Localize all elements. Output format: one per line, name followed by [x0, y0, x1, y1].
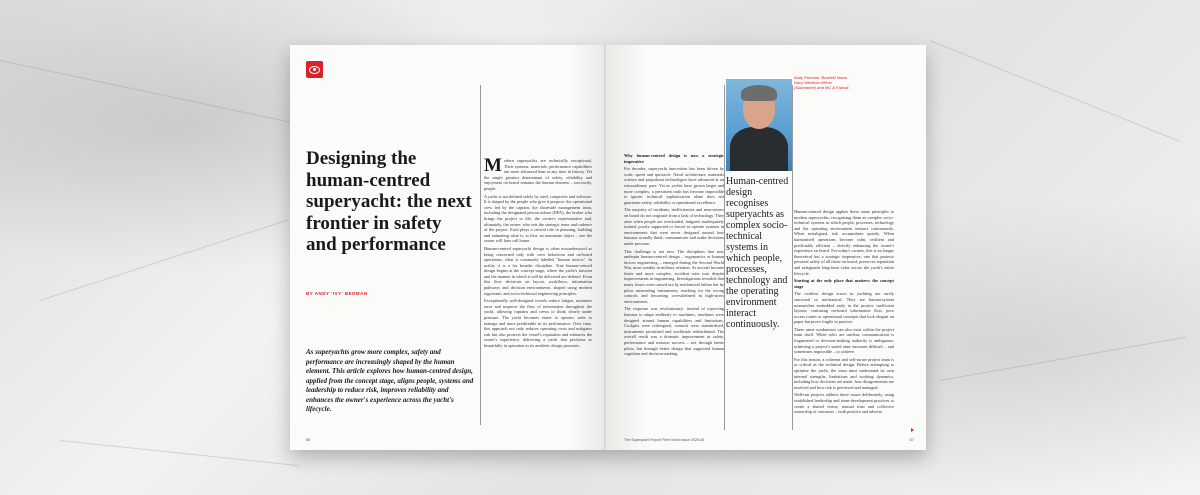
marble-vein	[60, 440, 299, 466]
body-paragraph: Human-centred design applies these same principles to modern superyachts, recognising them as complex socio-technical systems in which people, processes, technology and the operating environment interact continuously. When misaligned, risk accumulates quietly. When harmonised operations become calm, resilient and predictably efficient – directly enhancing the owner's experience on board. For today's owners, this is no longer theoretical but a strategic imperative, one that protects personal safety of all those on board, preserves reputation and safeguards long-term value across the yacht's entire lifecycle.	[794, 209, 894, 276]
body-paragraph: Well-run projects address these issues deliberately, using established leadership and team-development practices to create a shared vision, mutual trust and collective ownership of outcomes – both positive and adverse.	[794, 392, 894, 415]
standfirst: As superyachts grow more complex, safety and performance are increasingly shaped by the human element. This article explores how human-centred design, applied from the concept stage, aligns people, systems and leadership to reduce risk, improves reliability and enhances the owner's experience across the yacht's lifecycle.	[306, 348, 474, 413]
continue-arrow-icon	[911, 428, 914, 432]
marble-vein	[40, 220, 288, 301]
body-paragraph: Human-centred superyacht design is often misunderstood as being concerned only with crew behaviour and on-board operations, what is commonly labelled "human factors". In reality it is a far broader discipline. True human-centred design begins at the concept stage, where the yacht's mission and the manner in which it will be delivered are defined. From this flow decisions on layout, workflows, information pathways and decision environments, shaped using modern ergonomic and socio-technical engineering principles.	[484, 245, 592, 296]
body-paragraph: The costliest design errors in yachting are rarely structural or mechanical. They are human-system mismatches embedded early in the project: inefficient layouts, confusing on-board information flow, poor access routes or operational concepts that look elegant on paper but prove fragile in practice.	[794, 291, 894, 325]
marble-vein	[940, 337, 1186, 381]
body-paragraph: The response was revolutionary: instead of expecting humans to adapt endlessly to machines, machines were designed around human capabilities and limitations. Cockpits were redesigned, controls were standardised, instruments prioritised and workloads redistributed. The overall result was a dramatic improvement in safety, performance and mission success – not through better pilots, but through better design that supported human cognition and decision-making.	[624, 306, 724, 357]
author-portrait	[726, 79, 792, 171]
photo-caption: Andy Penman, Bosfield Naval Navy Wesfear Officer (Submarine) and MC & Fabrall.	[794, 75, 850, 90]
body-paragraph: For decades, superyacht innovation has been driven by scale, speed and spectacle. Naval architecture, materials science and propulsion technologies have advanced at an extraordinary pace. Yet as yachts have grown larger and more complex, a persistent truth has become impossible to ignore: technical sophistication alone does not guarantee safety, reliability or operational excellence.	[624, 166, 724, 205]
marble-vein	[930, 40, 1181, 142]
open-magazine	[290, 45, 926, 450]
body-paragraph: For this reason, a coherent and self-aware project team is as critical as the technical design. Before attempting to optimise the yacht, the team must understand its own internal strengths, limitations and working dynamics, including how decisions are made, how disagreements are resolved and how risk is perceived and managed.	[794, 356, 894, 390]
page-number-right: 57	[909, 437, 914, 442]
byline: BY ANDY 'IVY' BEDMAN	[306, 291, 368, 296]
body-paragraph: These same weaknesses can also exist within the project team itself. When roles are unclear, communication is fragmented or decision-making authority is ambiguous, achieving a project's stated aims becomes difficult – and sometimes impossible – to achieve.	[794, 326, 894, 355]
right-page	[608, 45, 926, 450]
column-divider	[724, 85, 725, 430]
page-number-left: 56	[306, 437, 311, 442]
column-divider	[480, 85, 481, 425]
body-paragraph: The majority of incidents, inefficiencies and near-misses on board do not originate from a lack of technology. They arise when people are overloaded, fatigued, inadequately trained, poorly supported or forced to operate systems in environments that were never designed around how humans actually think, communicate and make decisions under pressure.	[624, 207, 724, 246]
body-paragraph: A yacht is not defined solely by steel, composite and software. It is shaped by the people who give it purpose: the operational crew led by the captain; the shoreside management team, including the designated person ashore (DPA), the broker who brings the project to life, the owner's representative and, ultimately, the owner, who sets the strategic tenor and cadence of the project. Each plays a critical role in planning, building and animating what is, at first, an inanimate object – one the owner will later call home.	[484, 193, 592, 244]
body-column-right-b	[794, 209, 894, 429]
page-footer: The Superyacht Report Fleet World Issue 2025-06	[624, 438, 705, 442]
marble-vein	[0, 60, 294, 123]
body-paragraph: This challenge is not new. The disciplines that now underpin human-centred design – ergonomics or human factors engineering – emerged during the Second World War, most notably in military aviation. As aircraft became faster and more complex, accident rates rose despite improvements in engineering. Investigations revealed that many losses were caused not by mechanical failure but by pilots misreading instruments, reaching for the wrong controls and becoming overwhelmed in high-stress environments.	[624, 248, 724, 304]
body-paragraph: Exceptionally well-designed vessels reduce fatigue, minimise error and improve the flow of information throughout the yacht, allowing captains and crews to think clearly under pressure. The yacht becomes easier to operate, safer to manage and more predictable in its performance. Over time, this approach not only reduces operating costs and mitigates risk but also protects the vessel's reputation and enhances the owner's experience, delivering a yacht that performs as beautifully in operation as its aesthetic design promises.	[484, 298, 592, 348]
body-column-left	[484, 158, 592, 423]
subheading: Starting at the only place that matters: the concept stage	[794, 278, 894, 289]
left-page	[290, 45, 606, 450]
body-column-right-a	[624, 153, 724, 413]
column-divider	[792, 85, 793, 430]
eye-logo-icon	[306, 61, 323, 78]
article-title: Designing the human-centred superyacht: the next frontier in safety and performance	[306, 148, 472, 255]
subheading: Why human-centred design is now a strategic imperative	[624, 153, 724, 164]
body-paragraph: Modern superyachts are technically exceptional. Their systems, materials, performance capabilities are more advanced than at any time in history. Yet the single greatest determinant of safety, reliability and enjoyment on board remains the human element – succinctly, people.	[484, 158, 592, 191]
pull-quote: Human-centred design recognises superyachts as complex socio-technical systems in which people, processes, technology and the operating environment interact continuously.	[726, 176, 789, 330]
drop-cap: M	[484, 158, 502, 176]
